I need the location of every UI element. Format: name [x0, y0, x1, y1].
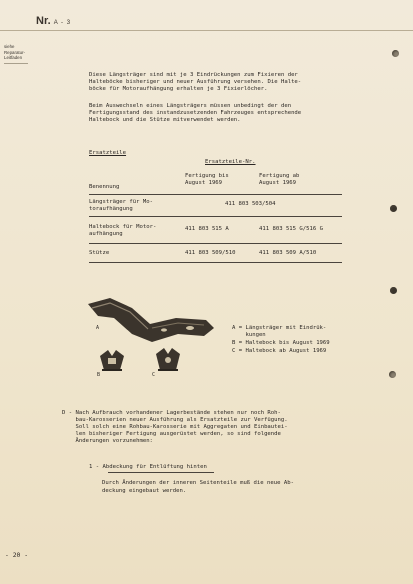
- figure-label-b: B: [97, 372, 101, 378]
- intro-line: Haltebock und die Stütze mitverwendet werden.: [89, 117, 241, 123]
- section-d-line: Soll solch eine Rohbau-Karosserie mit Aggregaten und Einbautei-: [62, 424, 288, 430]
- section-d-line: len bisheriger Fertigung ausgerüstet werden, so sind folgende: [62, 431, 281, 437]
- nr-label: Nr.: [36, 15, 51, 27]
- col-from-line2: August 1969: [259, 180, 297, 186]
- section-d-sub1-title: 1 - Abdeckung für Entlüftung hinten: [89, 464, 207, 470]
- nr-suffix: A - 3: [53, 20, 72, 26]
- row-part-number: 411 803 509 A/510: [259, 250, 317, 256]
- row-name: Längsträger für Mo-: [89, 199, 153, 205]
- header-rule: [0, 30, 413, 31]
- figure-legend-line: B = Haltebock bis August 1969: [232, 340, 330, 346]
- row-name: toraufhängung: [89, 206, 133, 212]
- table-rule: [89, 216, 342, 217]
- section-d-line: D - Nach Aufbrauch vorhandener Lagerbestände stehen nur noch Roh-: [62, 410, 281, 416]
- row-name: Haltebock für Motor-: [89, 224, 157, 230]
- intro-line: böcke für Motoraufhängung erhalten je 3 Fixierlöcher.: [89, 86, 268, 92]
- punch-hole: [390, 205, 397, 212]
- figure-legend-line: C = Haltebock ab August 1969: [232, 348, 327, 354]
- intro-line: Beim Auswechseln eines Längsträgers müssen unbedingt der den: [89, 103, 292, 109]
- section-d-sub1-text: deckung eingebaut werden.: [102, 488, 187, 494]
- row-part-number: 411 803 509/510: [185, 250, 236, 256]
- margin-note-rule: [4, 63, 28, 64]
- row-part-number: 411 803 515 A: [185, 226, 229, 232]
- table-rule: [89, 194, 342, 195]
- document-number: [36, 15, 71, 27]
- page-number: - 20 -: [5, 551, 29, 559]
- margin-note-line: siehe: [4, 44, 15, 49]
- punch-hole: [390, 287, 397, 294]
- intro-line: Halteböcke bisheriger und neuer Ausführung versehen. Die Halte-: [89, 79, 302, 85]
- parts-number-header: Ersatzteile-Nr.: [205, 159, 256, 165]
- row-part-number: 411 803 503/504: [225, 201, 276, 207]
- margin-note-line: Reparatur-: [4, 49, 25, 55]
- margin-note-line: Leitfaden: [4, 55, 23, 61]
- section-d-sub1-text: Durch Änderungen der inneren Seitenteile muß die neue Ab-: [102, 480, 294, 486]
- col-until-line2: August 1969: [185, 180, 223, 186]
- sub1-title-underline: [108, 472, 214, 473]
- table-rule: [89, 243, 342, 244]
- row-part-number: 411 803 515 G/516 G: [259, 226, 323, 232]
- figure-legend-line: A = Längsträger mit Eindrük-: [232, 325, 327, 331]
- section-d-line: Änderungen vorzunehmen:: [62, 438, 153, 444]
- row-name: aufhängung: [89, 231, 123, 237]
- figure-label-a: A: [96, 325, 100, 331]
- figure-label-c: C: [152, 372, 156, 378]
- parts-illustration: [80, 290, 220, 388]
- col-until-line1: Fertigung bis: [185, 173, 229, 179]
- margin-note: [4, 44, 34, 64]
- section-d-line: bau-Karosserien neuer Ausführung als Ersatzteile zur Verfügung.: [62, 417, 288, 423]
- figure-legend-line: kungen: [232, 332, 266, 338]
- col-name-header: Benennung: [89, 184, 120, 190]
- punch-hole: [389, 371, 396, 378]
- intro-line: Fertigungsstand des instandzusetzenden Fahrzeuges entsprechende: [89, 110, 302, 116]
- table-rule: [89, 262, 342, 263]
- col-from-line1: Fertigung ab: [259, 173, 300, 179]
- row-name: Stütze: [89, 250, 110, 256]
- punch-hole: [392, 50, 399, 57]
- parts-title: Ersatzteile: [89, 150, 127, 156]
- intro-line: Diese Längsträger sind mit je 3 Eindrückungen zum Fixieren der: [89, 72, 298, 78]
